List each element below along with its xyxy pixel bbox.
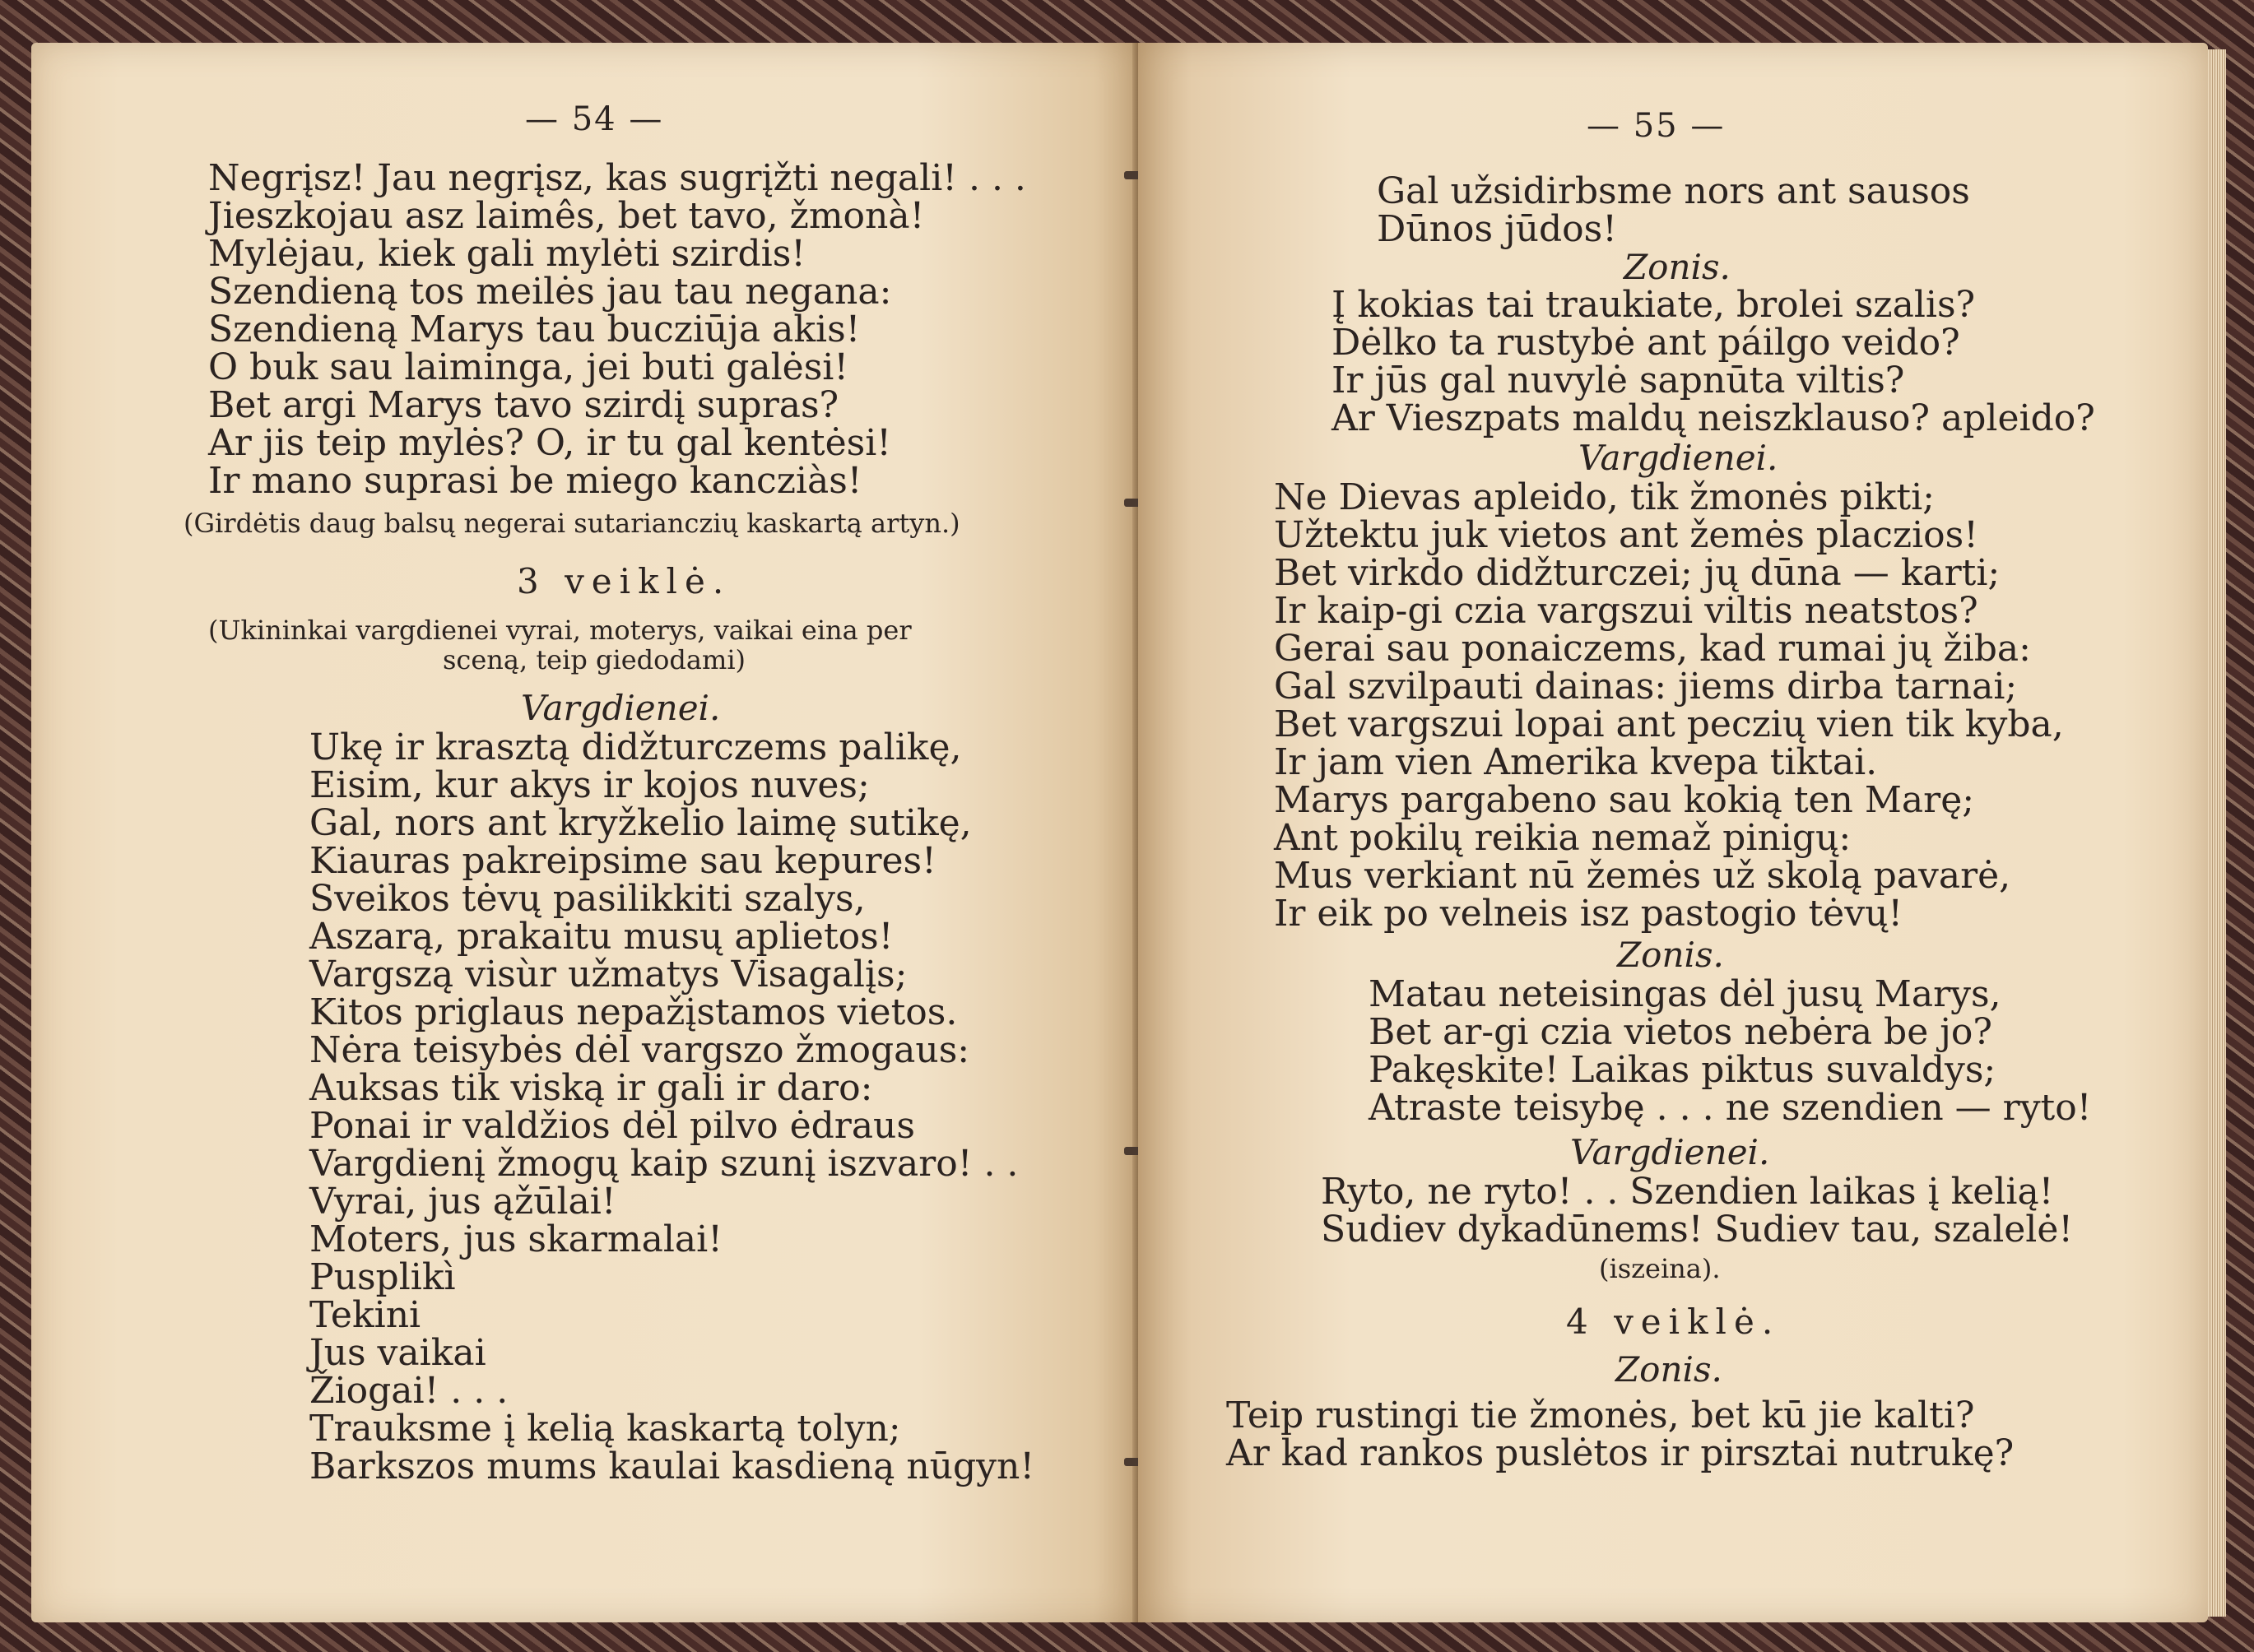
- verse-line: Užtektu juk vietos ant žemės placzios!: [1274, 514, 1978, 556]
- verse-line: Gerai sau ponaiczems, kad rumai jų žiba:: [1274, 628, 2031, 670]
- verse-line: Mus verkiant nū žemės už skolą pavarė,: [1274, 855, 2011, 897]
- speaker-name: Zonis.: [1624, 247, 1731, 287]
- verse-line: Ukę ir krasztą didžturczems palikę,: [309, 726, 962, 768]
- verse-line: Eisim, kur akys ir kojos nuves;: [309, 764, 870, 806]
- verse-line: Ar Vieszpats maldų neiszklauso? apleido?: [1331, 397, 2095, 439]
- verse-line: Dėlko ta rustybė ant páilgo veido?: [1331, 322, 1960, 364]
- verse-line: Ryto, ne ryto! . . Szendien laikas į kelią!: [1321, 1171, 2054, 1213]
- verse-line: Ar kad rankos puslėtos ir pirsztai nutrukę?: [1226, 1432, 2015, 1474]
- verse-line: Mylėjau, kiek gali mylėti szirdis!: [208, 233, 806, 275]
- verse-line: Negrįsz! Jau negrįsz, kas sugrįžti negali! . . .: [208, 157, 1026, 199]
- verse-line: Ir jūs gal nuvylė sapnūta viltis?: [1331, 360, 1905, 401]
- verse-line: Matau neteisingas dėl jusų Marys,: [1369, 973, 2001, 1015]
- stage-direction: (Girdėtis daug balsų negerai sutarianczių kaskartą artyn.): [184, 508, 960, 539]
- page-number-54: — 54 —: [525, 100, 664, 138]
- verse-line: Barkszos mums kaulai kasdieną nūgyn!: [309, 1446, 1035, 1487]
- verse-line: Ponai ir valdžios dėl pilvo ėdraus: [309, 1105, 915, 1147]
- verse-line: Į kokias tai traukiate, brolei szalis?: [1331, 284, 1976, 326]
- right-page: [1138, 43, 2208, 1622]
- verse-line: Ir kaip-gi czia vargszui viltis neatstos?: [1274, 590, 1978, 632]
- verse-line: Gal užsidirbsme nors ant sausos: [1377, 170, 1970, 212]
- verse-line: Marys pargabeno sau kokią ten Marę;: [1274, 779, 1975, 821]
- verse-line: Dūnos jūdos!: [1377, 208, 1617, 250]
- stage-direction: (iszeina).: [1599, 1253, 1721, 1284]
- verse-line: Ir mano suprasi be miego kancziàs!: [208, 460, 862, 502]
- verse-line: Sveikos tėvų pasilikkiti szalys,: [309, 878, 866, 920]
- verse-line: Auksas tik viską ir gali ir daro:: [309, 1067, 873, 1109]
- verse-line: Bet argi Marys tavo szirdį supras?: [208, 384, 839, 426]
- verse-line: Pusplikì: [309, 1256, 456, 1298]
- verse-line: Vargdienį žmogų kaip szunį iszvaro! . .: [309, 1143, 1019, 1185]
- verse-line: Žiogai! . . .: [309, 1370, 509, 1412]
- verse-line: Vargszą visùr užmatys Visagalįs;: [309, 954, 908, 995]
- verse-line: Sudiev dykadūnems! Sudiev tau, szalelė!: [1321, 1209, 2074, 1251]
- verse-line: Ar jis teip mylės? O, ir tu gal kentėsi!: [208, 422, 891, 464]
- verse-line: Bet virkdo didžturczei; jų dūna — karti;: [1274, 552, 2001, 594]
- verse-line: Kitos priglaus nepažįstamos vietos.: [309, 991, 958, 1033]
- scene-heading-3: 3 veiklė.: [517, 561, 732, 601]
- scene-heading-4: 4 veiklė.: [1566, 1302, 1781, 1342]
- verse-line: Kiauras pakreipsime sau kepures!: [309, 840, 936, 882]
- verse-line: Bet vargszui lopai ant peczių vien tik kyba,: [1274, 703, 2064, 745]
- speaker-name: Zonis.: [1615, 1349, 1722, 1390]
- verse-line: Nėra teisybės dėl vargszo žmogaus:: [309, 1029, 970, 1071]
- verse-line: Bet ar-gi czia vietos nebėra be jo?: [1369, 1011, 1992, 1053]
- page-edges: [2208, 49, 2226, 1617]
- left-page: [31, 43, 1138, 1622]
- verse-line: Tekini: [309, 1294, 421, 1336]
- verse-line: Jus vaikai: [309, 1332, 486, 1374]
- verse-line: Ne Dievas apleido, tik žmonės pikti;: [1274, 476, 1935, 518]
- verse-line: Moters, jus skarmalai!: [309, 1218, 723, 1260]
- speaker-name: Vargdienei.: [1578, 438, 1778, 478]
- verse-line: Jieszkojau asz laimês, bet tavo, žmonà!: [208, 195, 925, 237]
- verse-line: Ant pokilų reikia nemaž pinigų:: [1274, 817, 1852, 859]
- speaker-name: Zonis.: [1617, 935, 1724, 975]
- verse-line: Gal szvilpauti dainas: jiems dirba tarnai;: [1274, 666, 2018, 708]
- verse-line: Teip rustingi tie žmonės, bet kū jie kalti?: [1226, 1394, 1975, 1436]
- stage-direction: (Ukininkai vargdienei vyrai, moterys, vaikai eina per: [208, 615, 912, 646]
- page-number-55: — 55 —: [1587, 107, 1726, 145]
- verse-line: Szendieną tos meilės jau tau negana:: [208, 271, 892, 313]
- verse-line: Trauksme į kelią kaskartą tolyn;: [309, 1408, 901, 1450]
- speaker-name: Vargdienei.: [521, 688, 721, 728]
- verse-line: Ir eik po velneis isz pastogio tėvų!: [1274, 893, 1903, 935]
- verse-line: Aszarą, prakaitu musų aplietos!: [309, 916, 894, 958]
- stage-direction: sceną, teip giedodami): [443, 644, 746, 675]
- verse-line: O buk sau laiminga, jei buti galėsi!: [208, 346, 849, 388]
- verse-line: Ir jam vien Amerika kvepa tiktai.: [1274, 741, 1878, 783]
- verse-line: Pakęskite! Laikas piktus suvaldys;: [1369, 1049, 1996, 1091]
- verse-line: Vyrai, jus ąžūlai!: [309, 1181, 616, 1223]
- verse-line: Atraste teisybę . . . ne szendien — ryto!: [1369, 1087, 2092, 1129]
- speaker-name: Vargdienei.: [1570, 1132, 1770, 1172]
- verse-line: Szendieną Marys tau bucziūja akis!: [208, 309, 861, 350]
- verse-line: Gal, nors ant kryžkelio laimę sutikę,: [309, 802, 972, 844]
